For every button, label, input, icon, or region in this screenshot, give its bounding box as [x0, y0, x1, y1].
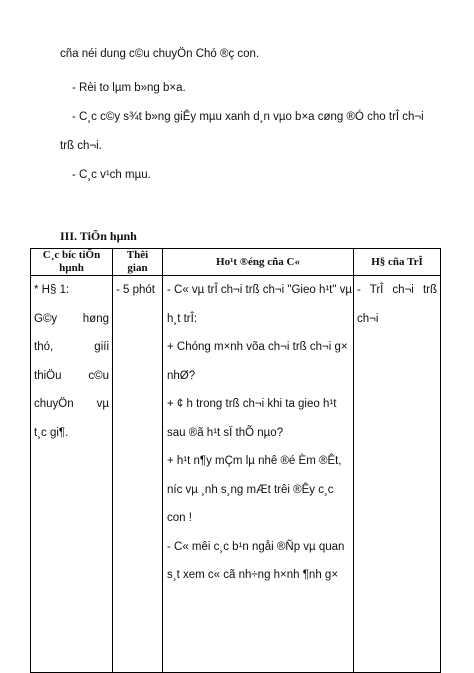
- activity-line: s¸t xem c« cã nh÷ng h×nh ¶nh g×: [167, 569, 339, 581]
- steps-cell: [31, 276, 113, 673]
- lesson-plan-table: [30, 248, 441, 673]
- header-time: Thêi gian: [113, 249, 163, 276]
- time-cell: [113, 276, 163, 673]
- activity-line: nhØ?: [167, 369, 196, 382]
- activity-line: + Chóng m×nh võa ch¬i trß ch¬i g×: [167, 341, 348, 353]
- steps-line: * H§ 1:: [34, 284, 70, 296]
- activity-line: + h¹t n¶y mÇm lµ nhê ®é Èm ®Êt,: [167, 455, 342, 467]
- activity-line: con !: [167, 512, 192, 524]
- table-header-row: [31, 249, 441, 276]
- steps-line: G©y høng: [34, 312, 109, 325]
- activity-line: - C« mêi c¸c b¹n ngåi ®Ñp vµ quan: [167, 540, 345, 553]
- steps-line: thó, giíi: [34, 341, 109, 353]
- steps-line: chuyÖn vµ: [34, 398, 109, 410]
- table-row: [31, 276, 441, 673]
- time-value: - 5 phót: [116, 284, 155, 296]
- section-heading: III. TiÕn hµnh: [60, 229, 137, 243]
- header-steps: C¸c bíc tiÕn hµnh: [31, 249, 113, 276]
- header-teacher-activity: Ho¹t ®éng cña C«: [163, 249, 354, 276]
- steps-line: t¸c gi¶.: [34, 426, 69, 439]
- child-line: - TrÎ ch¬i trß: [357, 284, 437, 296]
- activity-line: + ¢ h trong trß ch¬i khi ta gieo h¹t: [167, 398, 337, 410]
- activity-line: h¸t trÎ:: [167, 312, 198, 325]
- intro-line-3: - C¸c c©y s¾t b»ng giÊy mµu xanh d¸n vµo b×a cøng ®Ó cho trÎ ch¬i: [72, 111, 424, 123]
- intro-line-4: trß ch¬i.: [60, 140, 102, 152]
- steps-line: thiÖu c©u: [34, 369, 109, 382]
- intro-line-2: - Rèi to lµm b»ng b×a.: [72, 82, 186, 94]
- teacher-activity-cell: [163, 276, 354, 673]
- activity-line: - C« vµ trÎ ch¬i trß ch¬i "Gieo h¹t" vµ: [167, 284, 353, 296]
- activity-line: níc vµ ¸nh s¸ng mÆt trêi ®Êy c¸c: [167, 483, 334, 496]
- header-child-activity: H§ cña TrÎ: [354, 249, 441, 276]
- intro-line-1: cña néi dung c©u chuyÖn Chó ®ç con.: [60, 48, 260, 60]
- activity-line: sau ®ã h¹t sÏ thÕ nµo?: [167, 426, 284, 439]
- intro-line-5: - C¸c v¹ch mµu.: [72, 169, 151, 181]
- child-line: ch¬i: [357, 312, 379, 325]
- child-activity-cell: [354, 276, 441, 673]
